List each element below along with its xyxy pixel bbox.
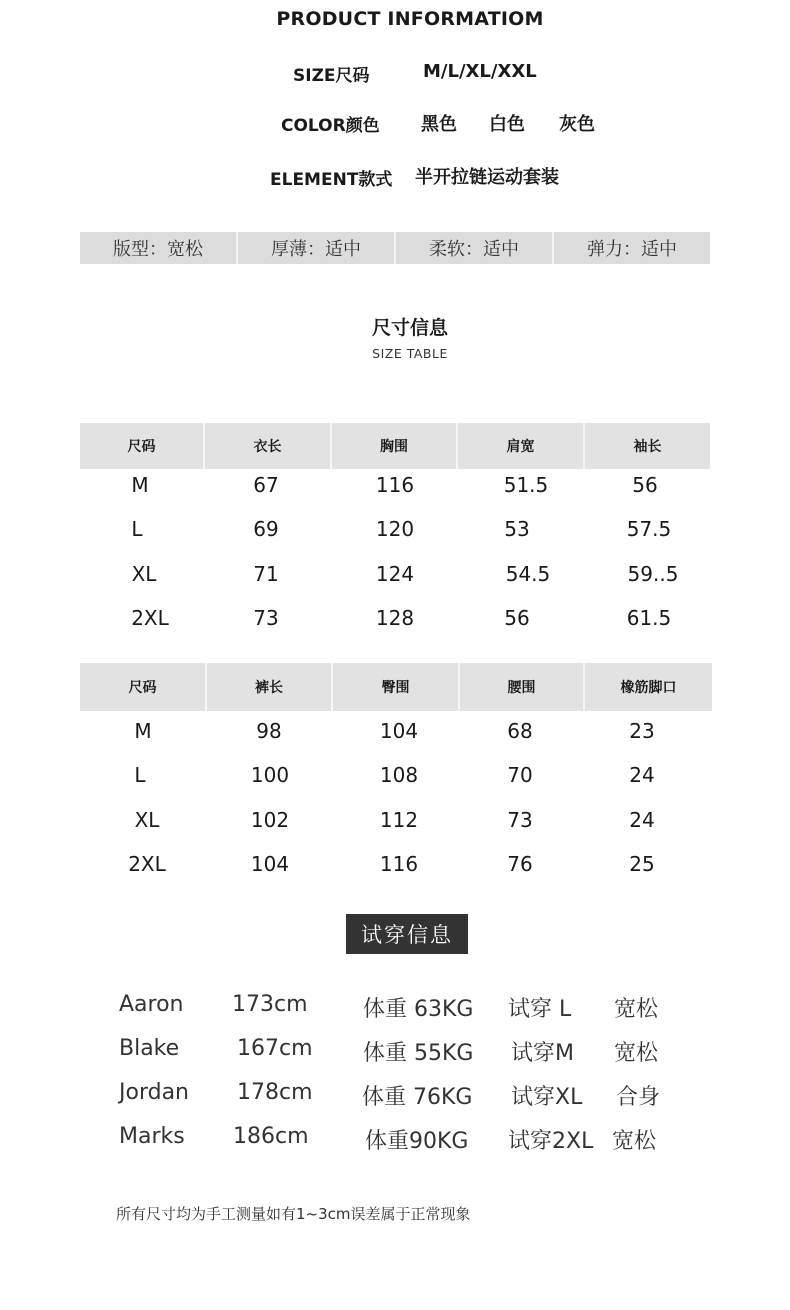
pants-header-cuff: 橡筋脚口 [620,680,677,696]
tryon-name: Aaron [119,992,184,1017]
table-cell: 100 [250,763,290,787]
top-table-header [80,423,710,469]
table-cell: 59..5 [627,562,679,586]
table-cell: 71 [253,562,279,586]
pants-size-table [80,663,712,711]
tryon-name: Jordan [119,1080,189,1105]
table-cell: L [134,763,146,787]
table-cell: 108 [379,763,419,787]
table-cell: 76 [507,852,533,876]
tryon-name: Marks [119,1124,185,1149]
table-cell: 23 [629,719,655,743]
pants-header-hip: 臀围 [333,663,460,711]
table-cell: 54.5 [505,562,551,586]
table-cell: 2XL [131,606,169,630]
size-label: SIZE尺码 [293,66,370,86]
tryon-size: 试穿XL [511,1085,583,1110]
table-cell: 128 [375,606,415,630]
table-cell: 2XL [128,852,166,876]
attribute-thickness: 厚薄：适中 [238,232,396,264]
table-cell: 116 [375,473,415,497]
tryon-size: 试穿2XL [508,1129,594,1154]
tryon-weight: 体重 63KG [363,997,474,1022]
top-header-sleeve: 袖长 [633,439,662,455]
table-cell: 56 [504,606,530,630]
pants-table-header [80,663,712,711]
table-cell: 51.5 [503,473,549,497]
attribute-softness: 柔软：适中 [396,232,554,264]
color-value-grey: 灰色 [559,114,595,135]
tryon-fit: 合身 [616,1085,661,1110]
size-value: M/L/XL/XXL [423,61,537,82]
table-cell: 112 [379,808,419,832]
table-cell: 124 [375,562,415,586]
color-label: COLOR颜色 [281,116,380,136]
attribute-fit: 版型：宽松 [80,232,238,264]
table-cell: 102 [250,808,290,832]
size-table-title: 尺寸信息 [371,317,448,339]
element-label: ELEMENT款式 [270,170,393,190]
color-value-white: 白色 [489,114,525,135]
table-cell: 56 [632,473,658,497]
table-cell: 25 [629,852,655,876]
table-cell: 61.5 [626,606,672,630]
table-cell: XL [134,808,160,832]
table-cell: 69 [253,517,279,541]
pants-header-size: 尺码 [80,663,207,711]
table-cell: M [134,719,152,743]
table-cell: 24 [629,808,655,832]
table-cell: 67 [253,473,279,497]
table-cell: 116 [379,852,419,876]
top-header-chest: 胸围 [332,423,458,469]
table-cell: 70 [507,763,533,787]
tryon-height: 178cm [237,1080,313,1105]
tryon-weight: 体重90KG [365,1129,469,1154]
table-cell: 53 [504,517,530,541]
attribute-elasticity: 弹力：适中 [587,239,677,260]
tryon-fit: 宽松 [612,1129,657,1154]
table-cell: 24 [629,763,655,787]
tryon-size: 试穿M [511,1041,574,1066]
top-header-shoulder: 肩宽 [458,423,585,469]
element-value: 半开拉链运动套装 [415,167,559,188]
top-header-size: 尺码 [80,423,205,469]
table-cell: M [131,473,149,497]
tryon-height: 173cm [232,992,308,1017]
tryon-height: 167cm [237,1036,313,1061]
tryon-name: Blake [119,1036,180,1061]
table-cell: 104 [250,852,290,876]
top-size-table [80,423,710,469]
table-cell: 73 [507,808,533,832]
color-value-black: 黑色 [421,114,457,135]
table-cell: 68 [507,719,533,743]
attribute-strip [80,232,710,264]
table-cell: 73 [253,606,279,630]
tryon-height: 186cm [233,1124,309,1149]
table-cell: 57.5 [626,517,672,541]
table-cell: 98 [256,719,282,743]
table-cell: XL [131,562,157,586]
table-cell: 120 [375,517,415,541]
table-cell: L [131,517,143,541]
table-cell: 104 [379,719,419,743]
tryon-title-badge: 试穿信息 [346,914,468,954]
tryon-weight: 体重 76KG [362,1085,473,1110]
product-info-title: PRODUCT INFORMATIOM [276,8,544,30]
tryon-size: 试穿 L [508,997,572,1022]
pants-header-length: 裤长 [207,663,333,711]
top-header-length: 衣长 [205,423,332,469]
measurement-footnote: 所有尺寸均为手工测量如有1~3cm误差属于正常现象 [116,1205,471,1223]
tryon-weight: 体重 55KG [363,1041,474,1066]
tryon-fit: 宽松 [614,997,659,1022]
size-table-subtitle: SIZE TABLE [372,346,448,361]
pants-header-waist: 腰围 [460,663,585,711]
tryon-fit: 宽松 [614,1041,659,1066]
